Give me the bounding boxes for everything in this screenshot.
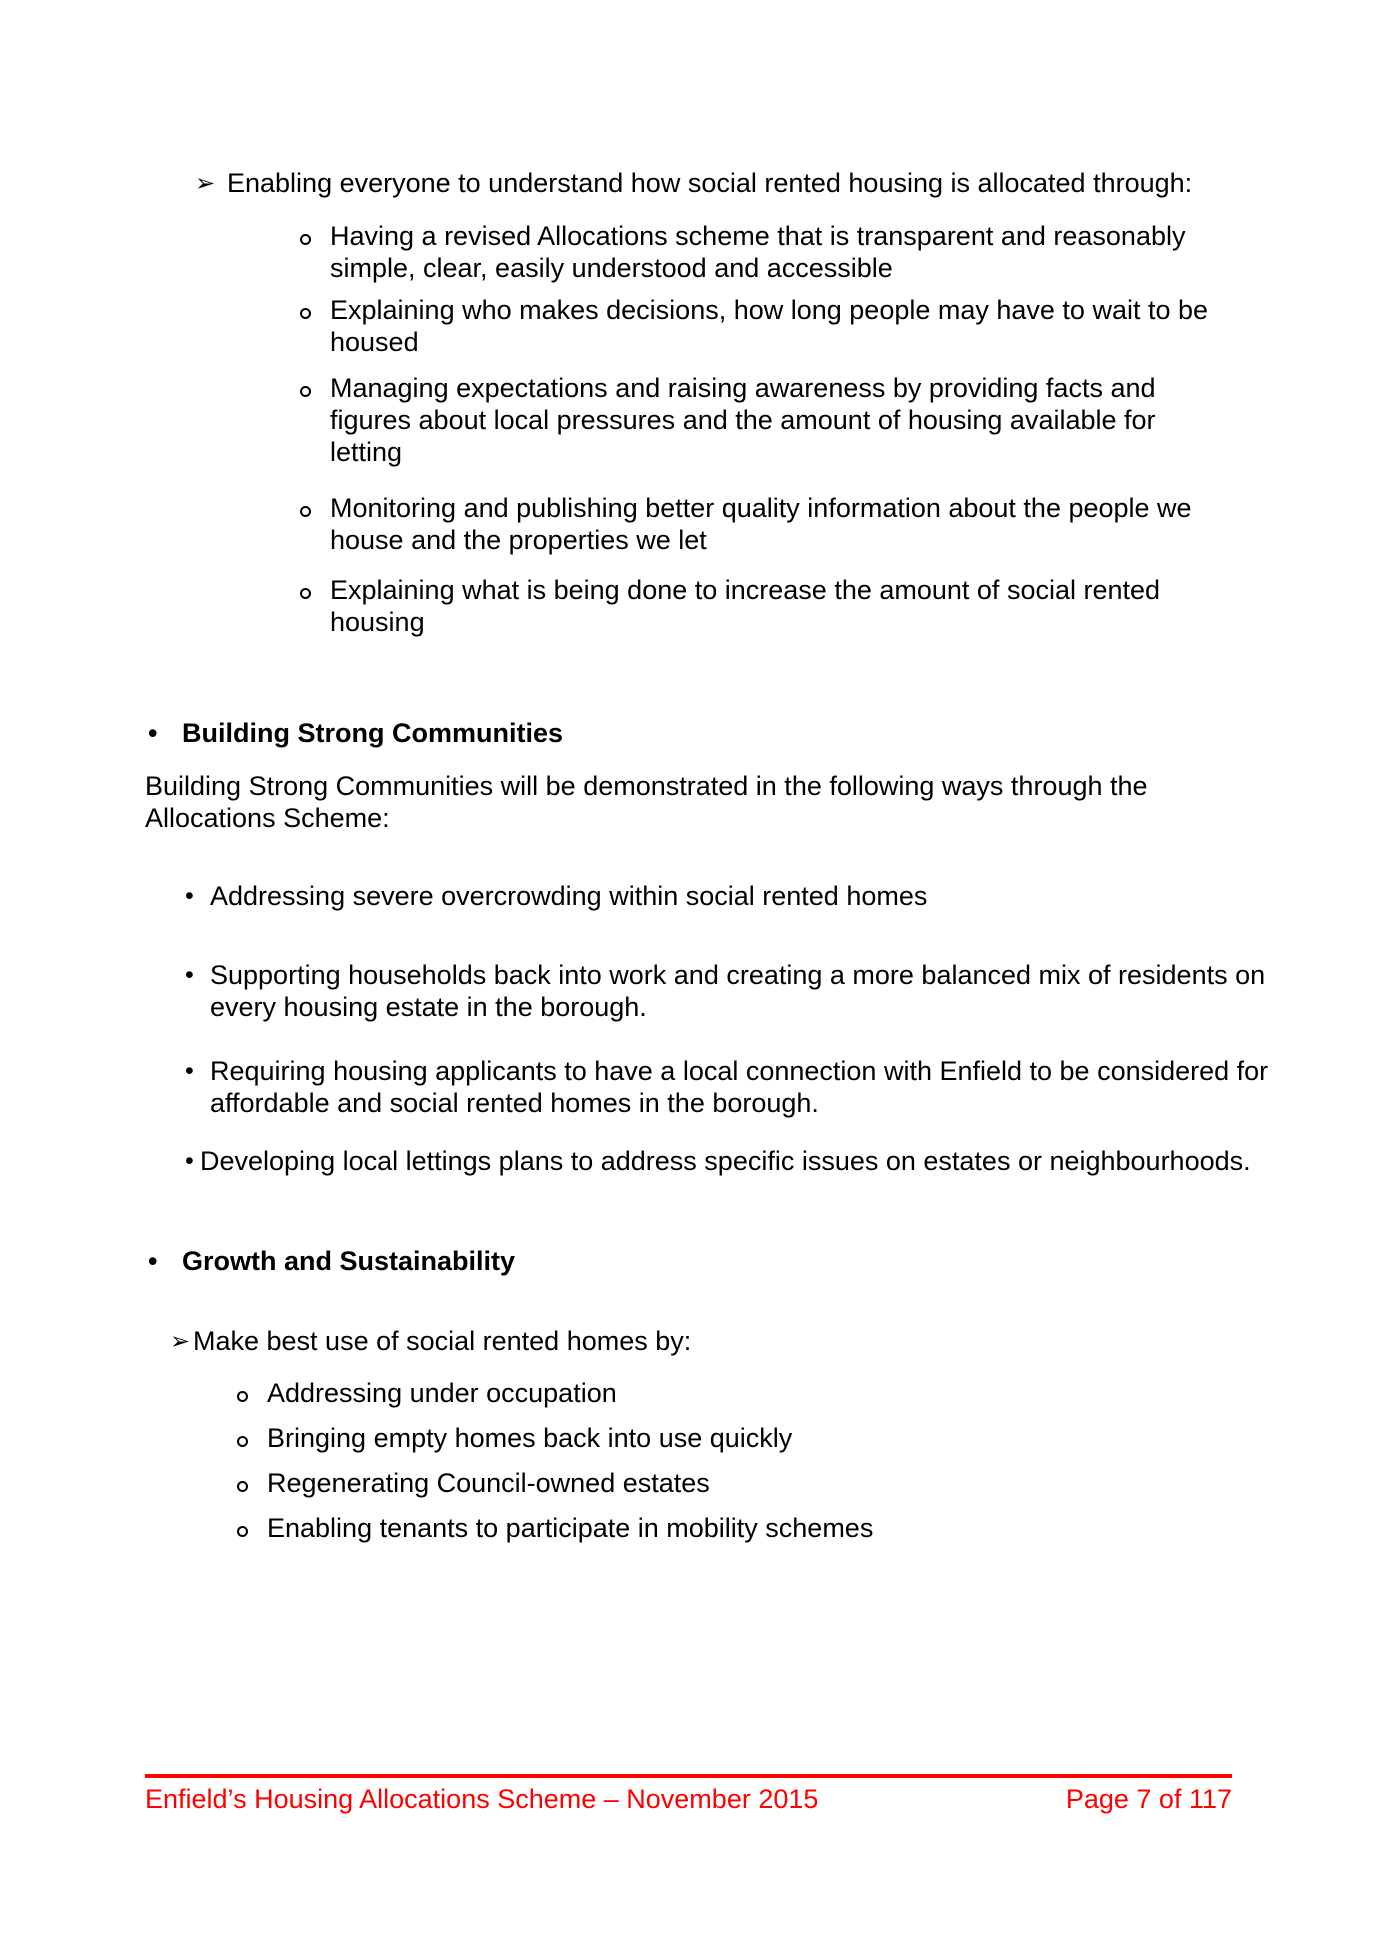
page-content bbox=[145, 0, 1273, 1544]
circle-bullet-icon bbox=[300, 372, 330, 404]
list-item-text: Explaining what is being done to increase the amount of social rented housing bbox=[330, 575, 1161, 637]
circle-bullet-icon bbox=[300, 574, 330, 606]
list-item bbox=[145, 1512, 1273, 1544]
list-item-text: Having a revised Allocations scheme that is transparent and reasonably simple, clear, easily understood and accessible bbox=[330, 221, 1186, 283]
section-heading bbox=[145, 717, 1273, 749]
list-item bbox=[145, 1377, 1273, 1409]
list-item-text: Monitoring and publishing better quality information about the people we house and the properties we let bbox=[330, 493, 1192, 555]
list-item bbox=[145, 1055, 1273, 1119]
list-item-text: Addressing severe overcrowding within social rented homes bbox=[210, 881, 928, 911]
list-item bbox=[145, 1422, 1273, 1454]
list-item-text: Enabling everyone to understand how social rented housing is allocated through: bbox=[227, 168, 1193, 198]
section-heading-text: Building Strong Communities bbox=[182, 718, 563, 748]
list-item-text: Explaining who makes decisions, how long people may have to wait to be housed bbox=[330, 295, 1209, 357]
list-item bbox=[145, 1325, 1273, 1357]
list-item bbox=[145, 880, 1273, 912]
disc-bullet-icon: • bbox=[185, 1057, 194, 1085]
list-item bbox=[145, 1145, 1273, 1177]
list-item-text: Regenerating Council-owned estates bbox=[267, 1468, 710, 1498]
list-item bbox=[145, 294, 1273, 358]
section-heading bbox=[145, 1245, 1273, 1277]
list-item-text: Supporting households back into work and creating a more balanced mix of residents on every housing estate in the borough. bbox=[210, 960, 1266, 1022]
paragraph: Building Strong Communities will be demonstrated in the following ways through the Allocations Scheme: bbox=[145, 771, 1148, 833]
disc-bullet-icon: • bbox=[148, 718, 158, 748]
circle-bullet-icon bbox=[300, 220, 330, 252]
circle-bullet-icon bbox=[237, 1512, 267, 1544]
arrow-bullet-icon: ➢ bbox=[170, 1327, 191, 1355]
circle-bullet-icon bbox=[300, 294, 330, 326]
list-item-text: Addressing under occupation bbox=[267, 1378, 617, 1408]
list-item-text: Requiring housing applicants to have a local connection with Enfield to be considered for affordable and social rented homes in the borough. bbox=[210, 1056, 1269, 1118]
disc-bullet-icon: • bbox=[185, 1147, 194, 1175]
list-item-text: Bringing empty homes back into use quickly bbox=[267, 1423, 793, 1453]
list-item-text: Make best use of social rented homes by: bbox=[193, 1326, 692, 1356]
list-item-text: Managing expectations and raising awareness by providing facts and figures about local pressures and the amount of housing available for letting bbox=[330, 373, 1156, 467]
list-item bbox=[145, 167, 1273, 199]
page-footer bbox=[145, 1774, 1232, 1815]
circle-bullet-icon bbox=[237, 1422, 267, 1454]
circle-bullet-icon bbox=[237, 1467, 267, 1499]
disc-bullet-icon: • bbox=[148, 1246, 158, 1276]
list-item bbox=[145, 1467, 1273, 1499]
list-item-text: Enabling tenants to participate in mobility schemes bbox=[267, 1513, 874, 1543]
list-item bbox=[145, 492, 1273, 556]
footer-doc-title: Enfield’s Housing Allocations Scheme – November 2015 bbox=[145, 1784, 819, 1814]
section-heading-text: Growth and Sustainability bbox=[182, 1246, 516, 1276]
footer-page-number: Page 7 of 117 bbox=[1065, 1784, 1232, 1814]
list-item bbox=[145, 220, 1273, 284]
circle-bullet-icon bbox=[300, 492, 330, 524]
disc-bullet-icon: • bbox=[185, 961, 194, 989]
list-item bbox=[145, 959, 1273, 1023]
arrow-bullet-icon: ➢ bbox=[195, 169, 216, 197]
list-item bbox=[145, 574, 1273, 638]
list-item bbox=[145, 372, 1273, 468]
disc-bullet-icon: • bbox=[185, 882, 194, 910]
list-item-text: Developing local lettings plans to address specific issues on estates or neighbourhoods. bbox=[200, 1146, 1251, 1176]
circle-bullet-icon bbox=[237, 1377, 267, 1409]
